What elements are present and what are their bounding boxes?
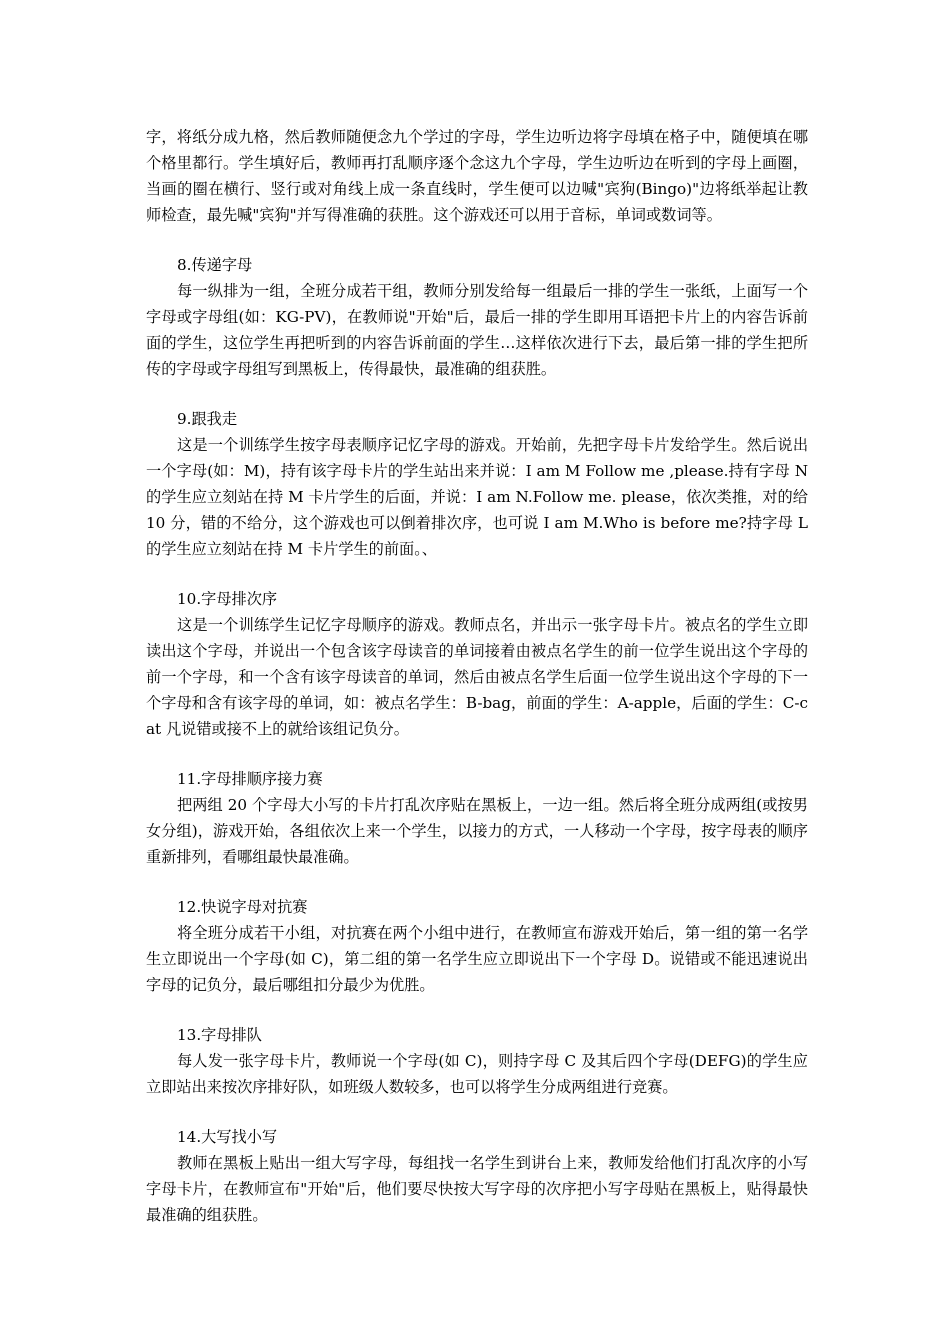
section-body: 把两组 20 个字母大小写的卡片打乱次序贴在黑板上，一边一组。然后将全班分成两组(或按男女分组)，游戏开始，各组依次上来一个学生，以接力的方式，一人移动一个字母，按字母表的顺序重新排列，看哪组最快最准确。 xyxy=(146,796,808,866)
section-heading: 14.大写找小写 xyxy=(177,1128,278,1146)
section-9 xyxy=(146,406,808,562)
section-14 xyxy=(146,1124,808,1228)
section-body: 这是一个训练学生按字母表顺序记忆字母的游戏。开始前，先把字母卡片发给学生。然后说出一个字母(如：M)，持有该字母卡片的学生站出来并说：I am M Follow me ,please.持有字母 N 的学生应立刻站在持 M 卡片学生的后面，并说：I am N.Follow me. please，依次类推，对的给 10 分，错的不给分，这个游戏也可以倒着排次序，也可说 I am M.Who is before me?持字母 L 的学生应立刻站在持 M 卡片学生的前面。、 xyxy=(146,436,808,558)
section-body: 每人发一张字母卡片，教师说一个字母(如 C)，则持字母 C 及其后四个字母(DEFG)的学生应立即站出来按次序排好队，如班级人数较多，也可以将学生分成两组进行竞赛。 xyxy=(146,1052,808,1096)
section-heading: 9.跟我走 xyxy=(177,410,238,428)
section-11 xyxy=(146,766,808,870)
section-body: 将全班分成若干小组，对抗赛在两个小组中进行，在教师宣布游戏开始后，第一组的第一名学生立即说出一个字母(如 C)，第二组的第一名学生应立即说出下一个字母 D。说错或不能迅速说出字母的记负分，最后哪组扣分最少为优胜。 xyxy=(146,924,808,994)
section-body: 每一纵排为一组，全班分成若干组，教师分别发给每一组最后一排的学生一张纸，上面写一个字母或字母组(如：KG-PV)，在教师说"开始"后，最后一排的学生即用耳语把卡片上的内容告诉前面的学生，这位学生再把听到的内容告诉前面的学生…这样依次进行下去，最后第一排的学生把所传的字母或字母组写到黑板上，传得最快，最准确的组获胜。 xyxy=(146,282,808,378)
document-page xyxy=(146,124,808,1228)
intro-paragraph: 字，将纸分成九格，然后教师随便念九个学过的字母，学生边听边将字母填在格子中，随便填在哪个格里都行。学生填好后，教师再打乱顺序逐个念这九个字母，学生边听边在听到的字母上画圈，当画的圈在横行、竖行或对角线上成一条直线时，学生便可以边喊"宾狗(Bingo)"边将纸举起让教师检查，最先喊"宾狗"并写得准确的获胜。这个游戏还可以用于音标，单词或数词等。 xyxy=(146,128,808,224)
section-body: 教师在黑板上贴出一组大写字母，每组找一名学生到讲台上来，教师发给他们打乱次序的小写字母卡片，在教师宣布"开始"后，他们要尽快按大写字母的次序把小写字母贴在黑板上，贴得最快最准确的组获胜。 xyxy=(146,1154,808,1224)
section-8 xyxy=(146,252,808,382)
section-heading: 12.快说字母对抗赛 xyxy=(177,898,308,916)
section-13 xyxy=(146,1022,808,1100)
section-heading: 10.字母排次序 xyxy=(177,590,278,608)
section-body: 这是一个训练学生记忆字母顺序的游戏。教师点名，并出示一张字母卡片。被点名的学生立即读出这个字母，并说出一个包含该字母读音的单词接着由被点名学生的前一位学生说出这个字母的前一个字母，和一个含有该字母读音的单词，然后由被点名学生后面一位学生说出这个字母的下一个字母和含有该字母的单词，如：被点名学生：B-bag，前面的学生：A-apple，后面的学生：C-cat 凡说错或接不上的就给该组记负分。 xyxy=(146,616,808,738)
section-12 xyxy=(146,894,808,998)
section-heading: 13.字母排队 xyxy=(177,1026,262,1044)
section-10 xyxy=(146,586,808,742)
section-heading: 8.传递字母 xyxy=(177,256,253,274)
section-heading: 11.字母排顺序接力赛 xyxy=(177,770,323,788)
